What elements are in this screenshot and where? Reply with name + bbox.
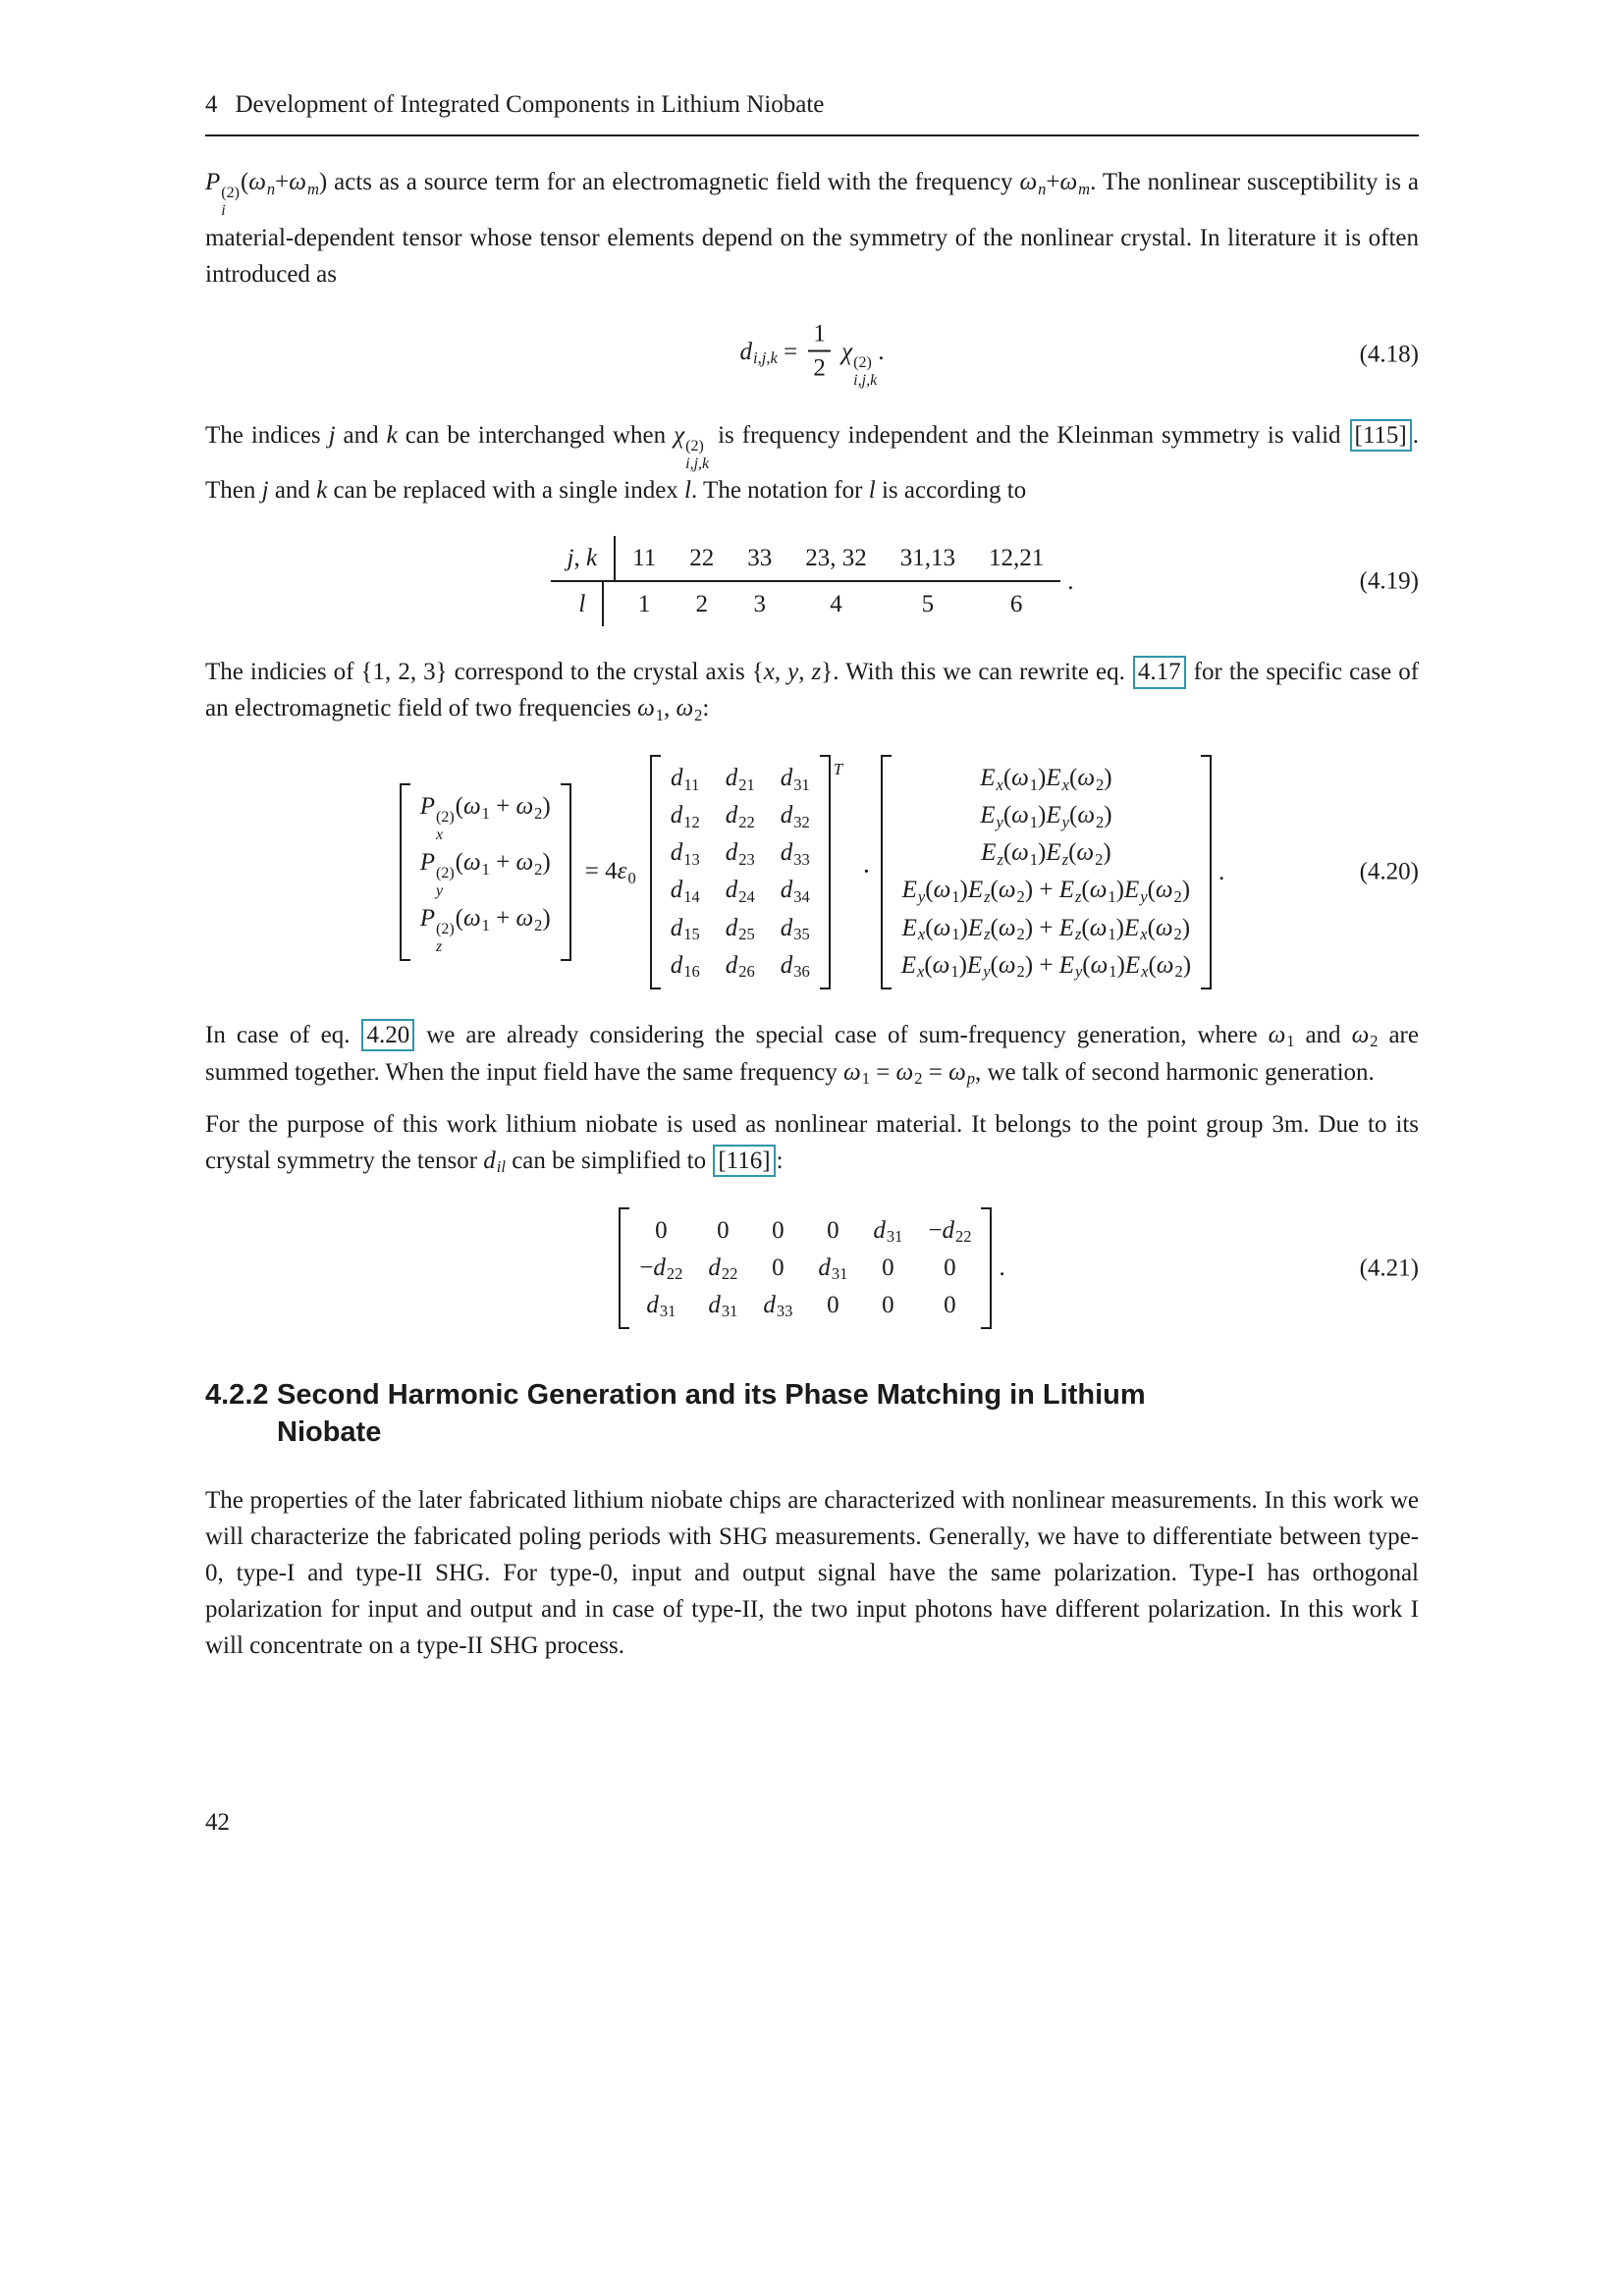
citation-link[interactable]: [115] — [1350, 419, 1412, 453]
matrix-cell: 0 — [772, 1216, 785, 1244]
inline-math: l — [684, 477, 691, 505]
matrix-cell: 4 — [830, 591, 842, 618]
text-run: . The nonlinear susceptibility is a material-dependent tensor whose tensor elements depend on the symmetry of the nonlinear crystal. In literature it is often introduced as — [205, 169, 1420, 288]
polarization-vector-grid — [410, 783, 561, 960]
text-run: , we talk of second harmonic generation. — [974, 1058, 1375, 1086]
inline-math: P (2) i (ωn+ωm) — [205, 169, 328, 219]
page-number: 42 — [205, 1809, 230, 1836]
matrix-cell: d33 — [763, 1291, 793, 1321]
matrix-cell: Ex(ω1)Ey(ω2) + Ey(ω1)Ex(ω2) — [900, 951, 1192, 982]
matrix-cell: d22 — [725, 802, 755, 832]
right-bracket — [820, 755, 831, 988]
equation-4-20-tag: (4.20) — [1359, 858, 1419, 885]
left-bracket — [400, 783, 410, 960]
inline-math: ω1 — [1268, 1021, 1295, 1051]
polarization-vector — [400, 783, 571, 960]
equation-4-21-tag: (4.21) — [1359, 1255, 1419, 1282]
matrix-cell: d31 — [780, 765, 810, 795]
matrix-cell: d22 — [708, 1254, 738, 1284]
text-run: : — [702, 695, 710, 722]
matrix-cell: 0 — [655, 1216, 668, 1244]
equation-4-18-formula: di,j,k = $\frac{1}{2}$ χ (2) i,j,k . — [739, 320, 885, 389]
matrix-cell: 12,21 — [972, 536, 1060, 582]
inline-math: dil — [483, 1147, 506, 1177]
subsection-number: 4.2.2 — [205, 1378, 269, 1411]
text-run: . Then — [205, 421, 1419, 505]
matrix-cell: P (2) x (ω1 + ω2) — [419, 793, 551, 844]
inline-math: ω1 = ω2 = ωp — [843, 1058, 975, 1089]
paragraph-point-group — [205, 1106, 1419, 1180]
matrix-cell: d14 — [670, 877, 700, 907]
matrix-cell: 0 — [944, 1254, 956, 1281]
field-product-vector — [881, 755, 1212, 988]
inline-math: j — [261, 477, 269, 505]
equation-4-19 — [205, 536, 1419, 626]
simplified-d-matrix — [619, 1207, 992, 1329]
inline-math: k — [316, 477, 328, 505]
paragraph-crystal-axis — [205, 654, 1419, 727]
paragraph-kleinman — [205, 417, 1419, 509]
matrix-cell: d25 — [725, 914, 755, 944]
equation-4-21 — [205, 1207, 1419, 1329]
inline-math: ω1, ω2 — [637, 695, 703, 725]
inline-math: {x, y, z} — [751, 659, 834, 686]
inline-math: l — [868, 477, 876, 505]
matrix-cell: 22 — [673, 536, 731, 582]
matrix-cell: 5 — [921, 591, 935, 618]
matrix-cell: Ex(ω1)Ez(ω2) + Ez(ω1)Ex(ω2) — [901, 914, 1191, 944]
matrix-cell: l — [562, 582, 604, 626]
text-run: . With this we can rewrite eq. — [833, 659, 1132, 686]
text-run: can be interchanged when — [397, 421, 675, 449]
text-run: . The notation for — [691, 477, 869, 505]
inline-math: k — [386, 421, 398, 449]
left-bracket — [650, 755, 661, 988]
text-run: can be replaced with a single index — [327, 477, 685, 505]
text-run: The properties of the later fabricated lithium niobate chips are characterized with nonlinear measurements. In this work we will characterize the fabricated poling periods with SHG measurements. Generally, we have to differentiate between type-0, type-I and type-II SHG. For type-0, input and output signal have the same polarization. Type-I has orthogonal polarization for input and output and in case of type-II, the two input photons have different polarization. In this work I will concentrate on a type-II SHG process. — [205, 1487, 1419, 1660]
matrix-cell: 0 — [717, 1216, 730, 1244]
text-block — [205, 86, 1419, 1679]
text-run: In case of eq. — [205, 1021, 361, 1048]
matrix-cell: 0 — [944, 1291, 956, 1318]
inline-math: χ (2) i,j,k — [674, 421, 710, 472]
matrix-cell: 1 — [637, 591, 651, 618]
matrix-cell: d21 — [725, 765, 755, 795]
matrix-cell: d15 — [670, 914, 700, 944]
equation-4-18 — [205, 320, 1419, 390]
d-tensor-matrix — [650, 755, 831, 988]
matrix-cell: Ex(ω1)Ex(ω2) — [980, 765, 1112, 795]
matrix-cell: d34 — [780, 877, 810, 907]
text-run: The indices — [205, 421, 329, 449]
matrix-cell: d24 — [725, 877, 755, 907]
matrix-cell: d32 — [780, 802, 810, 832]
matrix-cell: P (2) z (ω1 + ω2) — [419, 904, 551, 955]
matrix-cell: −d22 — [928, 1216, 972, 1247]
equation-4-19-tag: (4.19) — [1359, 567, 1419, 595]
matrix-cell: 0 — [827, 1291, 839, 1318]
chapter-title: Development of Integrated Components in Lithium Niobate — [235, 91, 825, 118]
inline-math: {1, 2, 3} — [360, 659, 448, 686]
matrix-cell: d33 — [780, 839, 810, 870]
matrix-cell: d16 — [670, 951, 700, 982]
equation-ref-link[interactable]: 4.20 — [361, 1019, 414, 1052]
matrix-cell: 0 — [882, 1254, 894, 1281]
equation-4-21-period: . — [999, 1255, 1005, 1282]
matrix-cell: P (2) y (ω1 + ω2) — [419, 849, 551, 899]
citation-link[interactable]: [116] — [713, 1145, 775, 1178]
index-notation-table — [551, 536, 1061, 626]
matrix-cell: Ey(ω1)Ey(ω2) — [980, 802, 1112, 832]
field-product-grid — [892, 755, 1201, 988]
matrix-cell: −d22 — [639, 1254, 683, 1284]
chapter-number: 4 — [205, 91, 218, 118]
matrix-cell: d31 — [646, 1291, 677, 1321]
text-run: : — [776, 1147, 784, 1174]
matrix-cell: 6 — [1009, 591, 1023, 618]
matrix-cell: 11 — [616, 536, 673, 582]
equation-4-18-tag: (4.18) — [1359, 341, 1419, 368]
text-run: and — [1294, 1021, 1352, 1048]
matrix-cell: d36 — [780, 951, 810, 982]
paragraph-source-term — [205, 164, 1419, 293]
paragraph-shg-types — [205, 1482, 1419, 1664]
equation-4-20 — [205, 755, 1419, 988]
matrix-cell: 0 — [772, 1254, 785, 1281]
text-run: are summed together. When the input field have the same frequency — [205, 1021, 1419, 1086]
text-run: correspond to the crystal axis — [447, 659, 752, 686]
text-run: is frequency independent and the Kleinman symmetry is valid — [710, 421, 1349, 449]
matrix-cell: d26 — [725, 951, 755, 982]
subsection-title-line2: Niobate — [277, 1415, 382, 1448]
matrix-cell: 2 — [695, 591, 708, 618]
matrix-cell: d31 — [818, 1254, 848, 1284]
text-run: and — [268, 477, 317, 505]
paragraph-sum-frequency — [205, 1017, 1419, 1092]
right-bracket — [981, 1207, 992, 1329]
matrix-cell: d31 — [708, 1291, 738, 1321]
coefficient-4-epsilon0: = 4ε0 — [584, 858, 636, 888]
subsection-title-line1: Second Harmonic Generation and its Phase Matching in Lithium — [277, 1378, 1146, 1411]
text-run: acts as a source term for an electromagnetic field with the frequency — [327, 169, 1020, 195]
d-tensor-grid — [661, 755, 820, 988]
matrix-cell: d35 — [780, 914, 810, 944]
equation-ref-link[interactable]: 4.17 — [1133, 656, 1186, 689]
left-bracket — [619, 1207, 629, 1329]
right-bracket — [561, 783, 571, 960]
matrix-cell: 23, 32 — [788, 536, 884, 582]
matrix-cell: j, k — [551, 536, 617, 582]
matrix-cell: Ey(ω1)Ez(ω2) + Ez(ω1)Ey(ω2) — [901, 877, 1191, 907]
matrix-cell: Ez(ω1)Ez(ω2) — [981, 839, 1111, 870]
simplified-d-grid — [629, 1207, 981, 1329]
subsection-title — [277, 1376, 1146, 1452]
text-run: for the specific case of an electromagnetic field of two frequencies — [205, 659, 1420, 722]
right-bracket — [1201, 755, 1212, 988]
text-run: For the purpose of this work lithium niobate is used as nonlinear material. It belongs to the point group 3m. Due to its crystal symmetry the tensor — [205, 1110, 1419, 1174]
matrix-cell: d31 — [873, 1216, 903, 1247]
matrix-cell: d13 — [670, 839, 700, 870]
matrix-cell: d11 — [671, 765, 700, 795]
matrix-cell: 3 — [753, 591, 766, 618]
running-header — [205, 86, 1419, 136]
subsection-heading — [205, 1376, 1419, 1452]
matrix-cell: 33 — [731, 536, 788, 582]
text-run: we are already considering the special case of sum-frequency generation, where — [415, 1021, 1269, 1048]
text-run: can be simplified to — [505, 1147, 713, 1174]
equation-4-20-period: . — [1218, 858, 1225, 885]
multiplication-dot: ⋅ — [862, 858, 871, 885]
text-run: The indicies of — [205, 659, 361, 686]
text-run: and — [335, 421, 387, 449]
transpose-superscript: T — [833, 760, 843, 779]
matrix-cell: d12 — [670, 802, 700, 832]
text-run: is according to — [875, 477, 1027, 505]
matrix-cell: 0 — [827, 1216, 839, 1244]
inline-math: j — [328, 421, 336, 449]
inline-math: ωn+ωm — [1019, 169, 1091, 198]
matrix-cell: 0 — [882, 1291, 894, 1318]
matrix-cell: d23 — [725, 839, 755, 870]
inline-math: ω2 — [1351, 1021, 1379, 1051]
matrix-cell: 31,13 — [884, 536, 972, 582]
left-bracket — [881, 755, 892, 988]
equation-4-19-period: . — [1067, 567, 1074, 595]
